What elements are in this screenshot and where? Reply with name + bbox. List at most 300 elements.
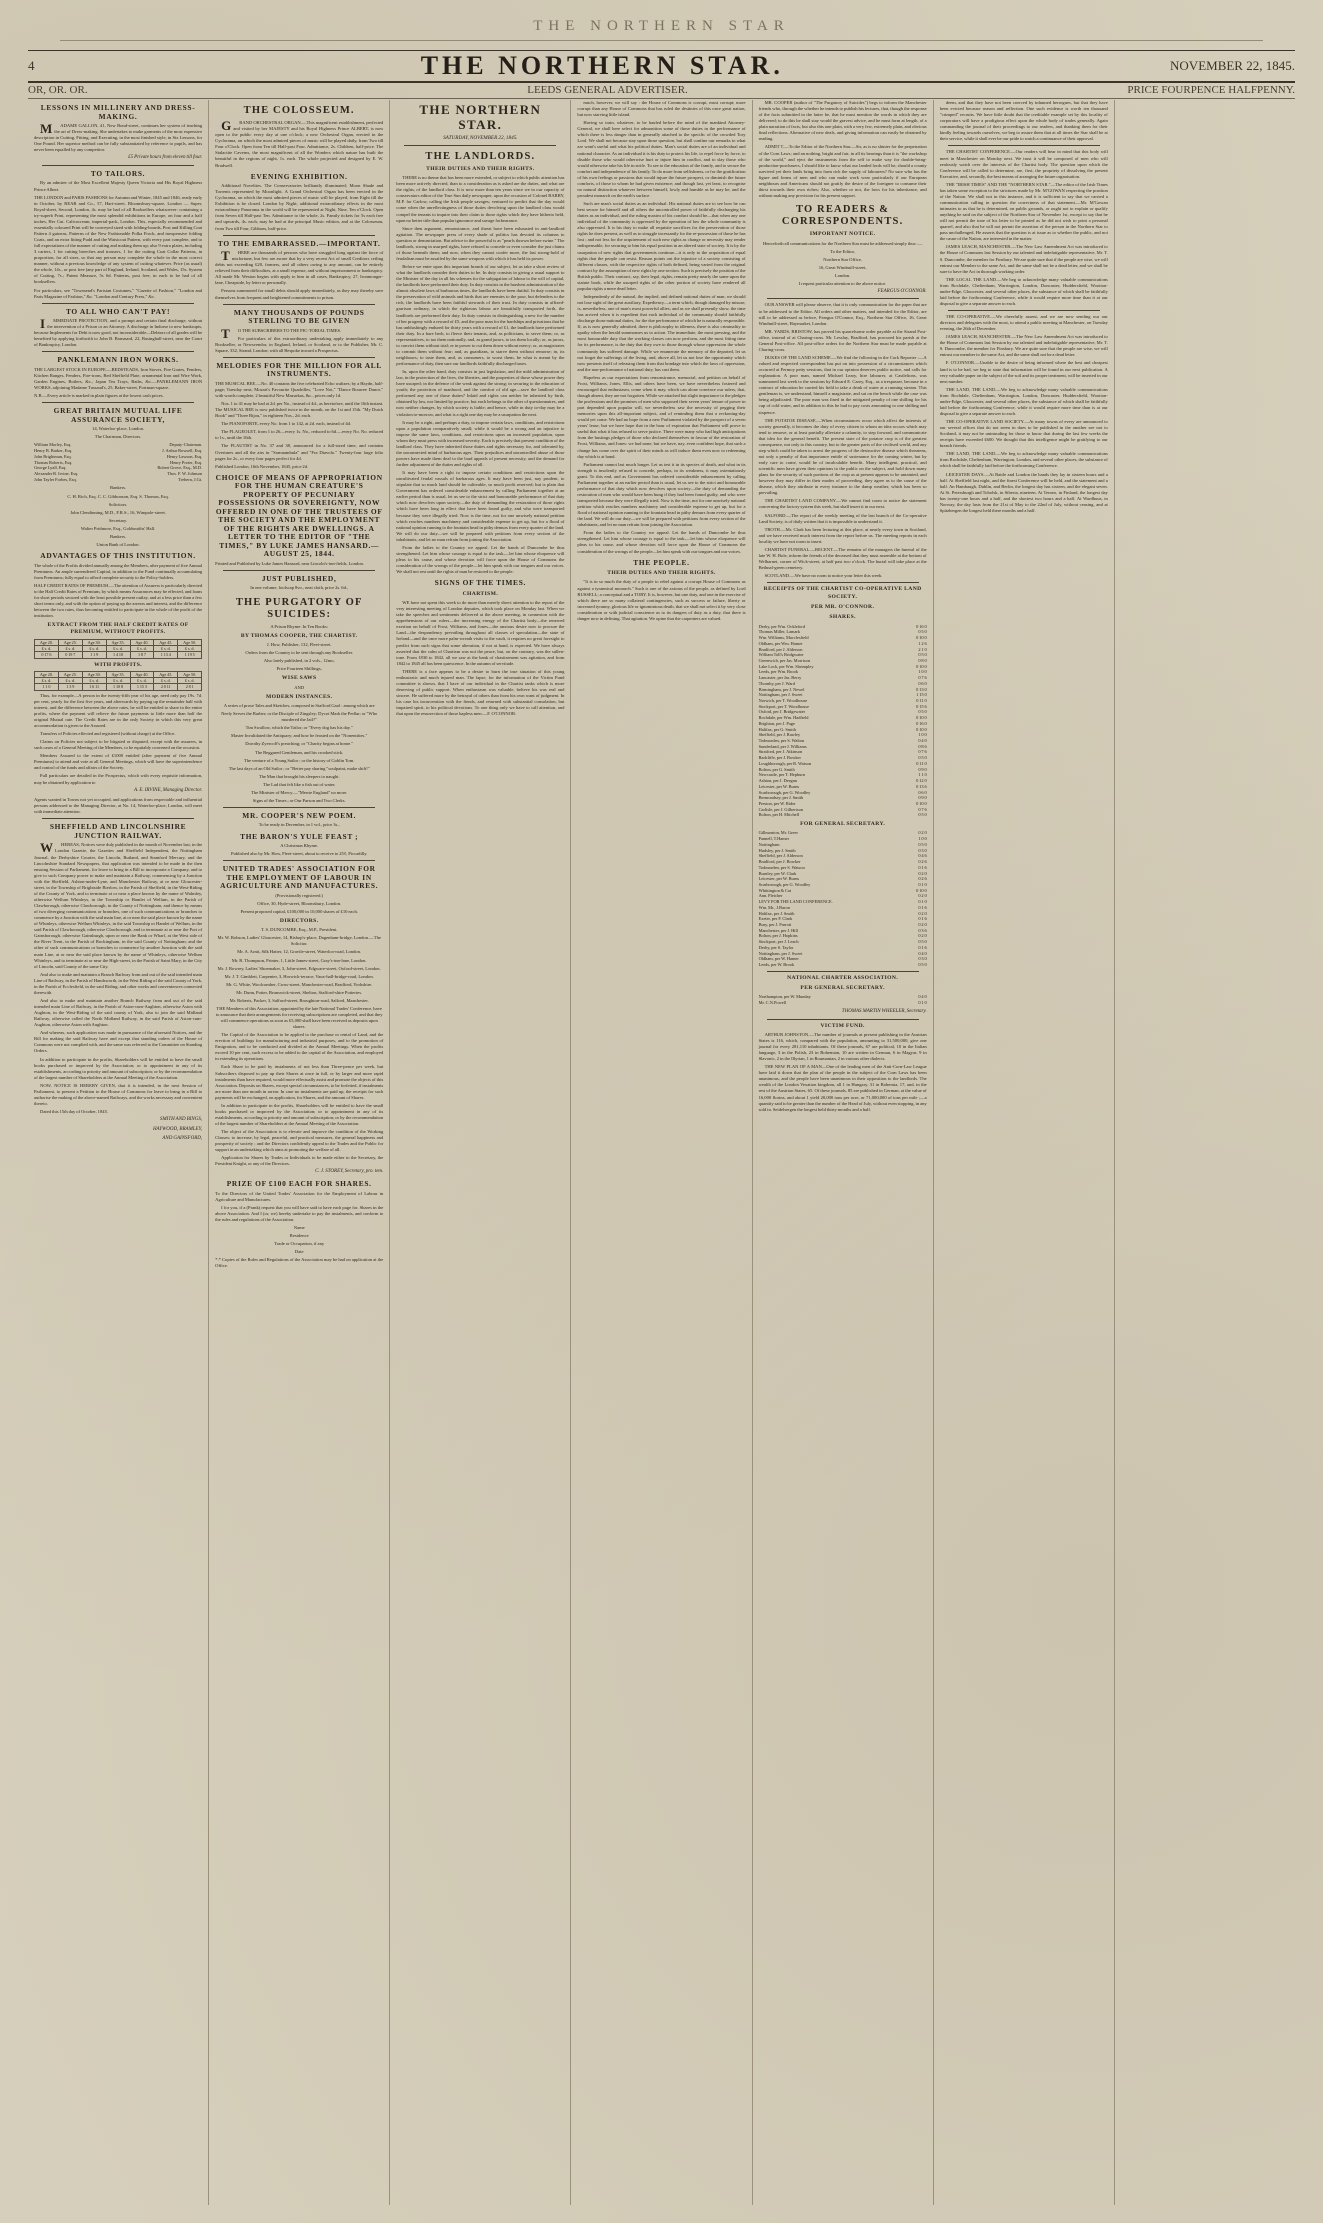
body-paragraph: Full particulars are detailed in the Prospectus, which with every requisite information, may be obtained by application to xyxy=(34,773,203,785)
body-paragraph: T. S. DUNCOMBE, Esq., M.P., President. xyxy=(260,927,338,933)
body-paragraph: Such are man's social duties as an individual. His national duties are to see how he can best secure for himself and all others the uncontrolled power of faithfully discharging his duties as an individual, and the ruling maxim of his conduct should be—that when any one individual of the community is oppressed by the operation of law the whole community is also oppressed. It is his duty to make all requisite sacrifices for the preservation of those rights he does present, as well as to struggle incessantly for the re-possession of those he has lost ; and not less for the acquirement of such new rights as change or necessity may render indispensable, for securing to him his equal position in an altered state of society. It is by the usurpation of new rights that governments continue—it is only to the acquisition of equal rights that the people can resist. Reason points out the injustice of a society consisting of different classes, with the respective rights of both defined, being varied from the original contract by the assumption of new rights by one section. Such is precisely the position of the British public. Their contract, say, their legal, rights, remain pretty nearly the same upon the statute book, while the usurped rights of the other portion of society have rendered all popular rights a mere dead letter. xyxy=(577,201,746,291)
newspaper-column xyxy=(753,100,934,2205)
table-cell: £ s. d. xyxy=(82,678,106,684)
section-heading: SIGNS OF THE TIMES. xyxy=(434,578,527,588)
table-cell: Age 25. xyxy=(58,671,82,677)
list-item-label: Newcastle, per T. Hepburn xyxy=(758,772,805,778)
list-item-label: Nottingham xyxy=(758,841,780,847)
sub-heading: PER MR. O'CONNOR. xyxy=(810,603,875,610)
list-item-label: Stratford, per J. Atkinson xyxy=(758,749,803,755)
list-item-label: Loughborough, per R. Watson xyxy=(758,760,812,766)
body-paragraph: The Beggared Gentleman, and his crooked stick. xyxy=(255,749,344,755)
list-item-label: Nottingham, per J. Sweet xyxy=(758,950,803,956)
list-item-amount: 1 1 0 xyxy=(918,772,927,778)
body-paragraph: Mr. G. White, Woolcomber, Cross-street, Manchester-road, Bradford, Yorkshire. xyxy=(226,981,373,987)
list-item-label: John Tayler Forbes, Esq. xyxy=(34,476,77,482)
sub-heading: RECEIPTS OF THE CHARTIST CO-OPERATIVE LAND SOCIETY. xyxy=(763,586,922,600)
header-mid-note: LEEDS GENERAL ADVERTISER. xyxy=(527,84,688,96)
section-heading: UNITED TRADES' ASSOCIATION FOR THE EMPLOYMENT OF LABOUR IN AGRICULTURE AND MANUFACTURES. xyxy=(220,864,379,891)
body-paragraph: T HERE are thousands of persons who have struggled long against the force of misfortune, but few are aware that by a very recent Act of small Creditors ceiling debts not exceeding £20, farmers, and all others owing to any amount, can be entirely relieved from their difficulties, at a small expense, and without imprisonment or bankruptcy. All made Mr. Weston begins with apply to him in all cases, Bankruptcy, 27, Ironmonger-lane, Cheapside, by letter or personally. xyxy=(215,248,384,286)
section-heading: PANKLEMANN IRON WORKS. xyxy=(57,355,179,365)
drop-cap: G xyxy=(221,118,232,134)
table-cell: Age 35. xyxy=(106,671,130,677)
section-divider xyxy=(767,1019,919,1020)
table-cell: Age 50. xyxy=(178,671,202,677)
list-item-label: Brighton, per J. Page xyxy=(758,720,795,726)
list-item-amount: 0 3 0 xyxy=(918,847,927,853)
drop-cap: I xyxy=(40,316,46,332)
table-cell: 0 17 6 xyxy=(35,652,59,658)
body-paragraph: ARTHUR JOHNSTON.—The number of journals at present publishing in the Austrian States is 116, which, compared with the population, amounting to 31,500,000, give one journal for every 281,110 inhabitants. Of these journals, 67 are political, 10 in the Italian language, 3 in the Polish, 23 in Bohemian, 10 are written in German, 6 in Magyar, 9 in Slavonic, 2 in the Illyrian, 1 in Roumanian, 2 in various other dialects. xyxy=(758,1031,927,1062)
newspaper-column xyxy=(934,100,1115,2205)
dateline: SATURDAY, NOVEMBER 22, 1845. xyxy=(443,134,518,141)
body-paragraph: MR. COOPER (author of "The Purgatory of Suicides") begs to inform the Manchester friends who, through the whether he intends to publish his lectures, that, though the response of the facts submitted in the latter be, that he must mention the words in which they are delivered; to do this he shall stay would the gravest advice, and he must form at length, of a plain narration of facts, but also this one plain, with a very few, extremely plain, and obvious final reflections. Alternative of new deals, and giving information can easily be obtained by reading. xyxy=(758,100,927,142)
body-paragraph: In addition to participate in the profits, Shareholders will be entitled to have the small books purchased or improved by the Association; or to appointment in any of its establishments, according to priority and amount of subscription; or by the recommendation of the largest number of Shareholders at the Annual Meeting of the Association. xyxy=(215,1102,384,1127)
list-item-label: Bradford, per J. Bowker xyxy=(758,859,801,865)
body-paragraph: Mr. R. Thompson, Printer, 1, Little James-street, Gray's-inn-lane, London. xyxy=(231,957,367,963)
signature-line: FEARGUS O'CONNOR. xyxy=(877,288,927,294)
list-item-amount: Trehern, J.Gt. xyxy=(178,476,203,482)
body-paragraph: THE NEW PLAN OF A MAN—One of the leading men of the Anti-Corn-Law League have laid it down that the plan of the people in the subject of the Corn Laws has been unanimous, and the people have been unanimous in their opposition to the landlords. The wealth of the London Vexation kingdom, all 1 in Hungary, 31 in Bohemia, 17, and, in the rest of the Austrian States, 65. Of these journals, 85 are published in German, at the value of 16,000 florins, and about 1 yield 20,000 tons per acre, or 71,000,000 of tons per mile ;—a quantity said to be greater than the number of the Head of July, without even stopping, in any sold in. Seidelsergen the longest held thirty months and a half. xyxy=(758,1064,927,1112)
section-heading: MELODIES FOR THE MILLION FOR ALL INSTRUMENTS. xyxy=(216,360,383,379)
body-paragraph: Present proposed capital, £100,000 in 10,000 shares of £10 each. xyxy=(240,908,358,914)
list-item-amount: 0 4 0 xyxy=(918,738,927,744)
list-item-amount: 0 1 6 xyxy=(918,916,927,922)
body-paragraph: The Minister of Mercy.—"Merrie England" no more. xyxy=(251,789,348,795)
signature-line: £5 Private hours from eleven till four. xyxy=(128,155,203,161)
list-item-label: Hudsley, per J. Smith xyxy=(758,847,796,853)
list-item-label: Bolton, per H. Mitchell xyxy=(758,812,800,818)
list-item-label: Oldham, per Wm. Hamer xyxy=(758,640,803,646)
body-paragraph: Trade or Occupation, if any xyxy=(274,1241,325,1247)
list-item-amount: J. Arthur Rowsell, Esq. xyxy=(162,448,203,454)
body-paragraph: Published London, 16th November, 1845, price 2d. xyxy=(215,463,309,469)
signature-line: HAYWOOD, BRAMLEY, xyxy=(152,1126,203,1132)
header-left-note: OR, OR. OR. xyxy=(28,84,88,96)
list-item-amount: 1 0 0 xyxy=(918,732,927,738)
table-cell: £ s. d. xyxy=(154,646,178,652)
list-item-amount: 0 1 0 xyxy=(918,1000,927,1006)
list-item-label: LEVY FOR THE LAND CONFERENCE. xyxy=(758,899,833,905)
signature-line: A. E. IRVINE, Managing Director. xyxy=(134,787,203,793)
section-divider xyxy=(42,165,194,166)
body-paragraph: I request particular attention to the above notice. xyxy=(798,280,887,286)
list-item-label: Wm. Mr., J.Baron xyxy=(758,904,790,910)
table-cell: Age 40. xyxy=(130,671,154,677)
list-item-label: Alexander R. Irvine, Esq. xyxy=(34,471,79,477)
list-item-label: Norwich, per T. Woodhouse xyxy=(758,698,808,703)
list-item-label: Mr. C.N.Powell xyxy=(758,1000,787,1006)
list-item-amount: 0 5 0 xyxy=(918,755,927,761)
body-paragraph: THE CHARTIST LAND COMPANY.—We cannot find room to notice the statement concerning the factory system this week, but shall insert it in our next. xyxy=(758,498,927,510)
list-item-label: Carlisle, per J. Gilbertson xyxy=(758,806,803,812)
body-paragraph: Independently of the natural, the implied, and defined national duties of man, we should not lose sight of the great auxiliary, Expediency—a term which, though damaged by misuse, is, nevertheless, one of man's most powerful allies; and as we shall presently show, the time has arrived when it is expedient that each individual of the community should faithfully discharge those national duties, for the due performance of which he is naturally responsible. If, as is now generally admitted, there is philosophy in idleness, there is also criminality in apathy when the herald summonses us to action. The immediate, the most pressing, and the most honourable duty that the working classes can now perform, and the most fitting time for its performance, is the duty that they owe to those through whose oppression the whole community has suffered damage. While we enumerate the memory of the departed, let us not forget the sufferings of the living, and, above all, let us not lose the opportunity which now presents itself of releasing them from that bondage into which the laws of oppression, and the non-performance of national duty, has cast them. xyxy=(577,293,746,372)
list-item-amount: 0 9 0 xyxy=(918,766,927,772)
newspaper-column xyxy=(1115,100,1295,2205)
centered-line: The Chairman, Directors. xyxy=(94,434,142,440)
table-cell: 1 3 9 xyxy=(58,684,82,690)
list-item-label: Sheffield, per J. Rawley xyxy=(758,732,801,738)
sub-heading: VICTIM FUND. xyxy=(820,1022,865,1029)
body-paragraph: Additional Novelties. The Conservatories brilliantly illuminated; Moon Shade and Torrents represented by Moonlight. A Grand Orchestral Organ has been erected in the Cyclorama, on which the most admired pieces of music will be played, from Eight till the Exhibition is be closed. London by Night; additional extraordinary effects in the most extraordinary Panorama in the world will be represented at Night, Nine, Ten o'Clock. Open from Seven till Half-past Ten. Admittance to the whole, 2s. Family tickets for 5s each free and upwards, 4s. each, may be had at the principal Music edition, and at the Colosseum, from Two till Four, Gibbons, half-price. xyxy=(215,183,384,231)
list-item-label: Ashton, per J. Deegan xyxy=(758,778,797,784)
list-item-amount: 0 10 0 xyxy=(916,800,927,806)
body-paragraph: Parliament cannot last much longer. Let us test it in its species of death, and what in its strength is insolently refused to concede, perhaps, in its weakness, it may ostentatiously grant. To this end, and as Government has ordered considerable enhancement by calling Parliament together at an earlier period than is usual, let us see to the strict and honourable performance of that duty which now devolves upon society—the duty of demanding the restoration of men who would have been hung if they had been found guilty, and who were transported because they were illegally tried. Now is the time, not for one unwisely national petition which reaches numbers machinery and considerable expense to get up, but for a flood of national opinion running to the fountain head in pithy demurs from every quarter of the land. We will do our duty—we will be prepared with petitions from every section of the inhabitants, and let no man refrain from joining the Association. xyxy=(577,461,746,528)
list-item-label: Gillmonton, Mr. Greer xyxy=(758,830,798,836)
body-paragraph: And also to make and maintain another Branch Railway from and out of the said intended main Line of Railway, in the Parish of Aston-cum-Aughton, otherwise Aston with Aughton, in the West-Riding of the said county of York, also to join the said Midland Railway, otherwise called the North Midland Railway, in the said Parish of Aston-cum-Aughton, otherwise Aston with Aughton. xyxy=(34,997,203,1028)
list-item-amount: 0 5 0 xyxy=(918,652,927,658)
section-heading: THE NORTHERN STAR. xyxy=(419,102,542,132)
section-divider xyxy=(223,860,375,861)
section-divider xyxy=(767,971,919,972)
list-item-amount: 0 2 0 xyxy=(918,921,927,927)
list-item-label: Manchester, per J. Hill xyxy=(758,927,798,933)
list-item-label: Lake Lock, per Wm. Shrimpley xyxy=(758,663,814,669)
list-item-label: Ann. Fletcher xyxy=(758,893,783,899)
list-item-label: Thomas Miller, Lamark xyxy=(758,629,801,635)
section-divider xyxy=(404,145,556,146)
body-paragraph: Henceforth all communications for the Northern Star must be addressed simply thus :— xyxy=(762,240,923,246)
list-item-amount: 0 16 0 xyxy=(916,623,927,629)
sub-heading: BY THOMAS COOPER, THE CHARTIST. xyxy=(240,632,358,639)
body-paragraph: JAMES LEACH, MANCHESTER.—The New Law Amendment Act was introduced to the House of Commons last Session by our talented and indefatigable representative, Mr. T. S. Duncombe, the member for Finsbury. We are quite sure that if the people are wise, we will entrust our Member to the same Act, and the same shall not be a dead letter, and we shall be sure to have the Act in thorough working order. xyxy=(939,244,1108,274)
body-paragraph: Thus, for example—A person in the twenty-fifth year of his age, need only pay 19s. 7d. per cent, yearly for the first five years, and afterwards by paying up the remainder half with interest, and the difference between the above rates, he will be entitled to share in the entire profits, where the payment will relieve the future payments to little more than half the original Mutual rate. The Credit Rates are in the only Society in which this very great accommodation is given to the Assured. xyxy=(34,692,203,728)
table-cell: £ s. d. xyxy=(82,646,106,652)
body-paragraph: MR. YARDS, BRISTOW, has proved his quarrelsome order payable at the Strand Post-office, instead of at Charing-cross. Mr. Lesslay, Bradford, has procured his parish at the General Post-office. All post-office orders for the Northern Star must be made payable at Charing-cross. xyxy=(758,328,927,352)
section-heading: THE BARON'S YULE FEAST ; xyxy=(240,831,359,841)
list-item-label: Derby, per S. Taylor xyxy=(758,944,794,950)
masthead-rule xyxy=(60,40,1263,41)
body-paragraph: THE MUSICAL BEE.—No. 40 contains the five celebrated Echo waltzes; by a Haydn, half-page; Tuesday next; Mozart's Favourite Quadrilles, "Love Not," "Dance Bourree Dance," with words complete, 2 beautiful New Mazurkas, &c., prices only 1d. xyxy=(215,380,384,399)
list-item-label: Oldham, per W. Hamer xyxy=(758,956,799,962)
body-paragraph: For particulars of this extraordinary undertaking apply immediately to any Bookseller, or Newsvendor, in England, Ireland, or Scotland, or to the Publisher, Mr. C. Square, 332, Strand, London; with all Bespoke inward a Prospectus. xyxy=(215,335,384,353)
list-item-label: Derby, per Wm. Ockleford xyxy=(758,623,806,629)
sub-heading: NATIONAL CHARTER ASSOCIATION. xyxy=(787,974,899,981)
body-paragraph: ADMIT T.—To the Editor of the Northern Star.—Sir, as is no shinier for the perpetration of the Corn Laws; and an nothing, bright and fair, in all its bearings than it is "the workshop of the world," and eject the instruments from the self to make way for double-bring-production-purchasers, I should like to know what our landed lords will be, should a county survived yet their lands bring into farm rich the supply of labourers? No sure who has the figure and forms of men and who can make work wear particularly if our European neighbours and Americans should not gratify the desire of the foreigner to consume their thirst towards their own riches; Also, whether or not, the laws for his inheritance, and without making any provision for his present support. xyxy=(758,144,927,198)
body-paragraph: The Lad that felt like a fish out of water. xyxy=(262,781,336,787)
body-paragraph: To be ready in December, in 1 vol., price 3s., xyxy=(258,822,340,828)
masthead-title: THE NORTHERN STAR xyxy=(533,18,790,34)
section-divider xyxy=(223,807,375,808)
body-paragraph: AND xyxy=(294,684,305,690)
body-paragraph: Mr. Roberts, Packer, 3, Salford-street, Broughton-road, Salford, Manchester. xyxy=(229,997,369,1003)
body-paragraph: Having so train, whatever, to be hauled before the mind of the mankind Attorney-General, we shall here select for admonition some of those duties in the performance of which there is less danger than in generally attached to the specific of the crowded Tory Lord. We shall not because stay upon those question, but shall confine our remarks to what are want's useful and what his political duties. Man's social duties are of an individual and national character. As an individual it is his duty to protect his life, to repel force by force, to disable those who would otherwise hurt or injure him in conflict, and to slay those who would otherwise take his life in strife. To see to the education of the family, and to secure the comfort and independence of his family. To do more from selfishness, or for the gratification of his own feelings or passions that would injure the future prospect, or diminish the future comforts, of those to whom he had given existence; and though last, yet least, to recognise no natural distinction whatever between himself, lowly and humble as he may be, and the proudest monarch on the earth's surface. xyxy=(577,120,746,198)
sub-heading: FOR GENERAL SECRETARY. xyxy=(800,821,886,828)
list-item-amount: 0 7 6 xyxy=(918,806,927,812)
list-item-amount: 0 5 0 xyxy=(918,629,927,635)
body-paragraph: Also lately published, in 2 vols., 12mo, xyxy=(263,658,335,664)
list-item-amount: 0 13 6 xyxy=(916,783,927,789)
list-item-label: Exeter, per F. Clark xyxy=(758,916,793,922)
body-paragraph: Dated this 15th day of October, 1845. xyxy=(40,1109,109,1114)
section-heading: SHEFFIELD AND LINCOLNSHIRE JUNCTION RAILWAY. xyxy=(49,822,187,840)
table-cell: £ s. d. xyxy=(154,678,178,684)
premium-rate-table xyxy=(34,671,202,691)
list-item-amount: 0 10 0 xyxy=(916,887,927,893)
section-heading: TO READERS & CORRESPONDENTS. xyxy=(781,204,904,228)
body-paragraph: A Christmas Rhyme. xyxy=(280,843,319,849)
section-heading: PRIZE OF £100 EACH FOR SHARES. xyxy=(226,1179,372,1189)
list-item-label: Oxford, per J. Bridgewater xyxy=(758,709,806,715)
centered-line: Bankers. xyxy=(109,485,127,491)
body-paragraph: Mr. A. Arnit, Silk Hatter, 12, Gravile-street, Waterloo-road, London. xyxy=(237,949,362,955)
table-cell: £ s. d. xyxy=(58,646,82,652)
table-cell: £ s. d. xyxy=(106,646,130,652)
sub-heading: SHARES. xyxy=(829,614,856,621)
body-paragraph: For particulars, see "Townsend's Parisian Costumes," "Gazette of Fashion," "London and Paris Magazine of Fashion," &c. "London and Century Press," &c. xyxy=(34,287,203,299)
list-item-amount: 0 5 0 xyxy=(918,962,927,967)
list-item-amount: 0 2 0 xyxy=(918,830,927,836)
body-paragraph: THERE is no theme that has been more extended, or subject to which public attention has been more actively directed, than to a consideration as is asked are the duties, and what are the rights, of the landlord class. It is now more than ten years since we in our capacity of conservators editor of the True Sun daily newspaper, upon the occasion of Colonel BARRY, M.P. for Carlow, calling the Irish people savages; ventured to predict that the day would come when the unreflectingness of those duties devolving upon the landlord class would compel the tenants to inquire into their claim to those rights which they have hitherto held, upon no better title than popular ignorance and savage forbearance. xyxy=(396,175,565,223)
body-paragraph: In one volume, foolscap 8vo., neat cloth, price 2s. 6d., xyxy=(250,585,349,591)
list-item-amount: Thos. F. W. Johnson xyxy=(167,471,203,477)
list-item-label: John Brightman, Esq. xyxy=(34,453,72,459)
body-paragraph: In addition to participate in the profits, Shareholders will be entitled to have the small books purchased or improved by the Association; or to appointment in any of its establishments, according to priority and amount of subscription; or by the recommendation of the largest number of Shareholders at the Annual Meeting of the Association. xyxy=(34,1056,203,1080)
section-heading: THE COLOSSEUM. xyxy=(243,105,355,116)
drop-cap: T xyxy=(221,248,230,264)
sub-heading: CHARTISM. xyxy=(462,590,499,597)
list-item-amount: 0 13 0 xyxy=(916,686,927,692)
list-item-amount: 0 4 0 xyxy=(918,994,927,1000)
list-item-label: Sunderland, per J. Williams xyxy=(758,743,807,749)
list-item-label: Northampton, per W. Munday xyxy=(758,994,811,1000)
list-item xyxy=(34,477,202,483)
sub-heading: THEIR DUTIES AND THEIR RIGHTS. xyxy=(426,165,535,172)
list-item-label: Greenwich, per Jas. Morrison xyxy=(758,657,811,663)
list-item-amount: 0 1 6 xyxy=(918,864,927,870)
body-paragraph: Members Assured to the extent of £1000 entitled (after payment of five Annual Premiums) to attend and vote at all General Meetings, which will have the superintendence and control of the funds and affairs of the Society. xyxy=(34,753,203,771)
body-paragraph: I MMEDIATE PROTECTION, and a prompt and certain final discharge, without the intervention of a Prison or an Attorney. A discharge in Indorse to new bankrupts, because Implements for Debt is now good, not inconsiderable—Debtors of all grades will be benefited by applying forthwith to John B. Bonsnard, 22, Basinghall-street, near the Court of Bankruptcy, London. xyxy=(34,316,203,348)
list-item-amount: Henry Porter, Esq. xyxy=(170,459,203,465)
body-paragraph: SALFORD.—The report of the weekly meeting of the last branch of the Co-operative Land Society, is of daily written that it is impossible to understand it. xyxy=(758,512,927,524)
body-paragraph: Mr. Dunn, Potter, Brunswick-street, Shelton, Stafford-shire Potteries. xyxy=(236,989,363,995)
body-paragraph: THE Members of this Association, appointed by the late National Trades' Conference, have to announce that their arrangements for receiving subscriptions are completed, and that they will commence operations as soon as £5,000 shall have been received as deposits upon shares. xyxy=(215,1005,383,1030)
body-paragraph: Claims on Policies not subject to be litigated or disputed, except with the assurers, in such cases of a General Meeting of the Members, to be equitably convened on the occasion. xyxy=(34,739,203,751)
drop-cap: W xyxy=(40,840,53,856)
body-paragraph: The PIANOFORTE, every No. from 1 to 142, at 2d. each, instead of 4d. xyxy=(221,421,352,427)
list-item-amount: 0 5 0 xyxy=(918,841,927,847)
signature-line: SMITH AND BINGS, xyxy=(159,1117,203,1123)
body-paragraph: The Capital of the Association to be applied to the purchase or rental of Land, and the erection of buildings for manufacturing and industrial purposes, and to the promotion of Emigration, and to be conducted and divided at the Annual Meetings. When the profits exceed 10 per cent, such excess to be added to the capital of the Association, and employed in extending its operations. xyxy=(215,1032,384,1062)
list-item-label: Todmorden, per S. Walton xyxy=(758,738,805,744)
section-divider xyxy=(948,310,1100,311)
section-divider xyxy=(767,582,919,583)
table-cell: Age 40. xyxy=(130,639,154,645)
list-item-amount: 0 4 0 xyxy=(918,950,927,956)
table-cell: Age 30. xyxy=(82,639,106,645)
body-paragraph: The venture of a Young Sailor ; or the history of Goblin Tom. xyxy=(243,757,355,763)
table-cell: 2 0 11 xyxy=(154,684,178,690)
sub-heading: MODERN INSTANCES. xyxy=(265,693,333,700)
section-heading: GREAT BRITAIN MUTUAL LIFE ASSURANCE SOCIETY, xyxy=(53,406,183,424)
newspaper-column xyxy=(390,100,571,2205)
body-paragraph: Nos. 1 to 41 may be had at 2d. per No., instead of 4d., as heretofore, until the 16th instant. The MUSICAL BEE is now published twice in the month, on the 1st and 15th. "My Dutch Book" and "Three Bijou," in eighteen Nos., 2d. each. xyxy=(215,401,384,419)
body-paragraph: NOW, NOTICE IS HEREBY GIVEN, that it is intended, in the next Session of Parliament, to present a Petition to the House of Commons for leave to bring in a Bill to authorise the making of the above-named Railways, and the works necessary and convenient thereto. xyxy=(34,1082,203,1106)
body-paragraph: The last days of an Old Sailor ; or "Better pay sharing "soulpaint, make shift!" xyxy=(228,765,370,771)
signature-line: THOMAS MARTIN WHEELER, Secretary. xyxy=(841,1008,927,1014)
header-right-note: PRICE FOURPENCE HALFPENNY. xyxy=(1127,84,1295,96)
table-cell: £ s. d. xyxy=(58,678,82,684)
list-item-label: William Toll's Bridgwater xyxy=(758,652,804,658)
table-cell: 1 10 8 xyxy=(106,684,130,690)
section-divider xyxy=(42,303,194,304)
body-paragraph: THE CO-OPERATIVE LAND SOCIETY.—At many towns of every are announced to our several offices that do not seem in dues to be published in the another see not to Scotland, it may not be unintruding for those to know that during the last few weeks the receipts have exceeded £600. We thought that this intelligence might be gratifying to our branch friends. xyxy=(939,419,1108,449)
body-paragraph: Residence xyxy=(289,1232,309,1238)
sub-heading: WITH PROFITS. xyxy=(94,661,143,668)
body-paragraph: By an admirer of the Most Excellent Majesty Queen Victoria and His Royal Highness Prince Albert. xyxy=(34,180,203,192)
body-paragraph: TROTH.—Mr. Clark has been lecturing at this place, at nearly every town in Scotland, and we have received much interest from the report before us. The meeting reports in each locality we have not room to insert. xyxy=(758,526,927,544)
table-cell: £ s. d. xyxy=(35,678,59,684)
list-item-amount: 0 15 6 xyxy=(916,703,927,709)
body-paragraph: A series of prose Tales and Sketches, composed in Stafford Gaol : among which are xyxy=(223,703,375,709)
section-divider xyxy=(42,351,194,352)
section-heading: THE LANDLORDS. xyxy=(425,150,536,162)
table-cell: £ s. d. xyxy=(106,678,130,684)
body-paragraph: Office, 30, Hyde-street, Bloomsbury, London. xyxy=(257,900,342,906)
table-row xyxy=(35,684,202,690)
body-paragraph: From the ladies to the Country we appeal. Let the hands of Duncombe be thus strengthened. Let him whose courage is equal to the task,—let him whose eloquence will pleas to his cause, and whose devotion will force upon the House of Commons the consideration of the wrongs of the people—let him speak with our tongues and our voices. We shall not rest until the rights of man be restored to the people. xyxy=(396,544,565,575)
premium-rate-table xyxy=(34,639,202,659)
body-paragraph: In, upon the other hand, duty consists in just legislation, and the mild administration of law, in the protection of the lives, the liberties, and the properties of those whose power they have usurped; in the defence of the weak against the strong; in securing to the education of youth; the protection of manhood, and the comfort of old age—save the landlord class performed any one of those duties? Inlaid and rights can neither be inherited by birth, obtained by law, nor limited by practice, but each belongs to the other of questionnaires, and now neither changes, by which society is liable; and hence, while in duty to-day may be a violation to-morrow, and what is a right one day may be a usurpation the next. xyxy=(396,369,565,417)
list-item-amount: 0 1 0 xyxy=(918,899,927,905)
body-paragraph: Application for Shares by Trades or Individuals to be made either to the Secretary, the President Knight, or any of the Directors. xyxy=(215,1155,384,1167)
section-divider xyxy=(223,235,375,236)
sub-heading: EXTRACT FROM THE HALF CREDIT RATES OF PREMIUM, WITHOUT PROFITS. xyxy=(47,622,189,636)
list-item-amount: 1 0 0 xyxy=(918,836,927,842)
body-paragraph: WE have not spent this week to do more than merely direct attention to the report of the very interesting meeting of London deputies, which took place on Monday last. When we take the speeches and sentiments delivered at the above meeting, in connexion with the apprehensions of our rulers—the increasing energy of the Chartist body—the renewed exertion on behalf of Frost, Williams, and Jones—the anxious desire now to procure the Land—the despondency prevailing throughout all classes of speculation—the state of Ireland—and the once more palm-wreath visits to the vault, it requires no great foresight to predict from such signs that some alteration, if not at hand, is expected. We have always asserted that the calm of Chartism was not the peace, but, on the contrary, was the sullen-tone. From 1830 to 1842, all we saw at the bank of chastisement was agitation, and from 1842 to 1845 all has been quiescence. In the autumn of servitude. xyxy=(396,600,565,666)
page-subheader-bar xyxy=(28,82,1295,99)
section-heading: TO TAILORS. xyxy=(90,168,146,178)
body-paragraph: Since then argument, remonstrance, and threat have been exhausted in anti-landlord agitation. The newspaper press of every shade of politics has devoted its columns to question or denunciation. But advice to the powerful is as "pearls thrown before swine." The landlords, strong in usurped rights, have refused to concede or even consider the just claims of those beneath them; and now, when they cannot confer more, the last strong-hold of feudalism must be assailed by the same weapons with which it has held its power. xyxy=(396,225,565,261)
subscription-list xyxy=(759,994,927,1005)
list-item-amount: 1 2 6 xyxy=(918,640,927,646)
body-paragraph: Price Fourteen Shillings, xyxy=(276,666,322,672)
list-item-amount: 0 11 0 xyxy=(916,760,927,766)
body-paragraph: THE CHARTIST CONFERENCE.—Our readers will bear in mind that this body will meet in Manchester on Monday next. We trust it will be composed of men who will zealously watch over the interests of the Chartist body. The question upon which the Conference will be called to determine, are, first, the propriety of dissolving the present Executive, and, secondly, the best means of arranging the future organisation. xyxy=(939,149,1108,179)
body-paragraph: The whole of the Profits divided annually among the Members, after payment of five Annual Premiums. An ample surrendered Capital, in addition to the Fund continually accumulating from Premiums; fully equal to afford complete security to the Policy-holders. xyxy=(34,562,203,580)
list-item-amount: 0 10 0 xyxy=(916,726,927,732)
body-paragraph: And whereas, such application was made in pursuance of the aforesaid Notices, and the Bill for making the said Railway have and except that standing orders of the House of Commons were not complied with, and the same was referred to the Committee on Standing Orders. xyxy=(34,1030,203,1054)
list-item-label: Rochdale, per Wm. Hadfield xyxy=(758,715,809,721)
list-item-amount: 0 2 0 xyxy=(918,870,927,876)
list-item-label: Stockport, per T. Woodhouse xyxy=(758,703,809,709)
issue-date: NOVEMBER 22, 1845. xyxy=(1170,58,1295,73)
list-item-label: Thomas Roberts, Esq. xyxy=(34,459,73,465)
section-heading: EVENING EXHIBITION. xyxy=(250,171,348,181)
body-paragraph: THE CO-OPERATIVE.—We cheerfully assent, and we are now sending our our directors and delegates with the most, to attend a public meeting at Manchester, on Tuesday evening, the 26th of December. xyxy=(939,314,1108,332)
list-item-label: Todmorden, per S. Watson xyxy=(758,864,805,870)
section-divider xyxy=(948,145,1100,146)
body-paragraph: The FLAUTIST in No. 37 and 38, announced for a full-sized time, and contains Overtures and all the airs in "Somnambula" and "Fra Diavolo." Twenty-four large folio pages for 2s., or every four pages perfect for 4d. xyxy=(215,443,384,461)
section-heading: CHOICE OF MEANS OF APPROPRIATION FOR THE HUMAN CREATURE'S PROPERTY OF PECUNIARY POSSESSIONS OR SOVEREIGNTY, NOW OFFERED IN ONE OF THE TRUSTEES OF THE SOCIETY AND THE EMPLOYMENT OF THE RIGHTS ARE DWELLINGS. A LETTER TO THE EDITOR OF "THE TIMES," BY LUKE JAMES HANSARD.—AUGUST 25, 1844. xyxy=(215,472,383,559)
body-paragraph: The FLAGEOLET, from 1 to 26—every 1s. No., reduced to 6d.—every No. No. reduced to 1s., until the 16th. xyxy=(215,429,384,441)
drop-cap: T xyxy=(221,325,230,341)
list-item xyxy=(759,812,927,818)
body-paragraph: deem, and that they have not been coerced by inhumed herrogues, but that they have been evicted because reason and reflection. One such evidence is worth ten thousand "crimped" recruits. We have little doubt that the creditable example set by this locality of corporators will have a prodigious effect upon the whole body of trades generally. Again commanding the journal of their proceedings to our readers, and thanking them for their kindly feeling towards ourselves, we beg to assure them that at all times the Star shall be at their service, while it shall ever be our pride to watch a continuance of their approval. xyxy=(939,100,1108,142)
signature-line: C. J. STOREY, Secretary, pro. tem. xyxy=(315,1169,384,1175)
list-item-amount: 0 2 0 xyxy=(918,910,927,916)
body-paragraph: T O THE SUBSCRIBERS TO THE PIC-TORIAL TIMES. xyxy=(215,328,383,334)
body-paragraph: Northern Star Office, xyxy=(823,256,862,262)
page-header-bar xyxy=(28,50,1295,83)
list-item-amount: Robert Grove, Esq., M.D. xyxy=(157,465,203,471)
body-paragraph: HALF CREDIT RATES OF PREMIUM.—The attention of Assurers is particularly directed to the Half Credit Rates of Premium, by which means Assurances may be effected, and loans for short periods secured with the least possible present outlay, and at a less price than a few short terms only, and with the option of paying up the arrears and interest, and the difference between the two rates, thus becoming entitled to participate in the whole of the profit of the institution. xyxy=(34,582,203,618)
section-heading: MR. COOPER'S NEW POEM. xyxy=(242,810,357,820)
list-item-label: Bolton, per G. Smith xyxy=(758,766,795,772)
section-heading: MANY THOUSANDS OF POUNDS STERLING TO BE GIVEN xyxy=(233,307,365,326)
table-cell: 1 13 4 xyxy=(154,652,178,658)
table-cell: Age 30. xyxy=(82,671,106,677)
list-item-label: Bradford, per J. Alderson xyxy=(758,646,803,652)
section-divider xyxy=(223,357,375,358)
table-cell: £ s. d. xyxy=(130,646,154,652)
section-divider xyxy=(223,304,375,305)
centered-line: Union Bank of London. xyxy=(96,541,140,547)
table-cell: 1 15 3 xyxy=(130,684,154,690)
signature-line: AND GAINSFORD, xyxy=(162,1136,203,1142)
body-paragraph: Neely Serves the Barber; or the Disciple of Zingsley; Dycot Mark the Pedlar; or "Who murdered the Jail?" xyxy=(221,711,378,723)
body-paragraph: Name xyxy=(293,1224,305,1230)
list-item-label: Nottingham, per J. Sweet xyxy=(758,692,803,698)
list-item-amount: 0 8 6 xyxy=(918,743,927,749)
section-heading: THE PEOPLE. xyxy=(633,557,690,567)
body-paragraph: THERE is a face appears to be a desire to burn the true situation of this young enthusiastic and much injured man. The lapse, for the information of the Victim Fund committee is shown, that I have of our individual in the Chartist ranks which is more deserving of public support. When enthusiasm was valuable, believe his was real and sincere. He suffered more by the betrayal of others than from his own want of judgment. In his case his incarceration with the fiends, and returned with substantial consolation, but impaired spirit, to his political devotions. To one thing only we have to call attention, and that upon the resurrection of those hapless men.—F. O'CONNOR. xyxy=(396,668,565,717)
section-heading: TO ALL WHO CAN'T PAY! xyxy=(65,306,171,316)
table-cell: Age 20. xyxy=(35,671,59,677)
body-paragraph: F. O'CONNOR.—Unable to the desire of being informed where the best and cheapest land is to be had, we beg to state that information will be found in our next publication. A very valuable paper on the subject of the soil and its proper treatment, will be inserted in our next number. xyxy=(939,360,1108,384)
body-paragraph: OUR ANSWER will please observe, that it is only communication for the paper that are to be addressed to the Editor. All orders and other matters, and intended for the Editor, are still to be addressed as before, Feargus O'Connor, Esq., Northern Star Office, 16, Great Windmill-street, Haymarket, London. xyxy=(758,302,927,326)
body-paragraph: N.B.—Every article is marked in plain figures at the lowest cash prices. xyxy=(34,393,164,399)
table-cell: 1 6 11 xyxy=(82,684,106,690)
table-cell: £ s. d. xyxy=(178,678,202,684)
list-item-label: Bury, per J. Parrott xyxy=(758,921,792,927)
drop-cap: M xyxy=(40,121,53,137)
body-paragraph: LEICESTER DAYS.—At Battle and London the bands they lay in sixteen hours and a half. At Sheffield last night, and the finest Conference will be held, and the statement and a half. An Hambaugh, Dublin, and Berlin, the longest day has sixteen, and the elegant seven. At St. Petersburgh and Tobolsk, in Siberia, nineteen. At Terneo, in Finland, the longest day has twenty-one hours and a half, and the shortest two hours and a half. At Wardhuus, in Norway, the day lasts from the 21st of May to the 22nd of July, without ceasing, and at Spitzbergen the longest held there months and a half. xyxy=(939,471,1108,513)
table-cell: £ s. d. xyxy=(178,646,202,652)
table-cell: 1 1 9 xyxy=(82,652,106,658)
list-item-amount: 1 15 0 xyxy=(916,692,927,698)
section-divider xyxy=(223,570,375,571)
list-item-amount: 0 8 0 xyxy=(918,657,927,663)
list-item-label: Leicester, per W. Burns xyxy=(758,783,800,789)
body-paragraph: Tim Swallow, which the Tailor; or "Every dog has his day." xyxy=(245,725,353,731)
list-item-amount: 0 3 6 xyxy=(918,927,927,933)
list-item-amount: 0 2 0 xyxy=(918,933,927,939)
table-cell: £ s. d. xyxy=(35,646,59,652)
body-paragraph: THE LARGEST STOCK IN EUROPE.—BEDSTEADS, Iron Stoves, Fire Grates, Fenders, Kitchen Ranges, Fenders, Fire-irons, Bed Sheffield Plate, ornamental Iron and Wire Work, Garden Engines, Boilers, &c., Japan Tea Trays, Baths, &c.—PANKLEMANN IRON WORKS, adjoining Madame Tussaud's, 25, Baker-street, Portman-square. xyxy=(34,366,203,391)
body-paragraph: Persons summoned for small debts should apply immediately, as they may thereby save themselves from frequent and heightened commitments to prison. xyxy=(215,288,384,300)
list-item-label: Halifax, per J. Smith xyxy=(758,910,795,916)
list-item-amount: 0 6 0 xyxy=(918,680,927,686)
list-item-label: Whittington & Cat xyxy=(758,887,792,893)
section-heading: ADVANTAGES OF THIS INSTITUTION. xyxy=(40,550,196,560)
list-item-amount: 0 5 0 xyxy=(918,709,927,715)
body-paragraph: THE POTATOE DISEASE.—When circumstances occur which affect the interests of society generally, it becomes the duty of every citizen to whom an idea occurs which may tend to remove, or at least partially alleviate a calamity, to step forward, and communicate that idea for the general benefit. The present state of the potatoe crop is of the greatest consequence, not only to this country, but to the greater parts of the civilised world, and any step which could be taken to arrest the progress of the destructive disease which threatens, not only a penalty of that importance entitle of sustenance for the coming winter, but by early care to come, would be of incalculable benefit. Many intelligent, practical, and scientific men have given their opinions to the public on the subject, and hold down many plans for the security of such portions of the crop as at present appears to be untainted, and however they may differ in their modes of proceeding, they agree as to the cause of the disease, which they attribute in every instance to the damp weather, which has been so prevailing. xyxy=(758,417,927,496)
body-paragraph: To the Editor, xyxy=(830,248,855,254)
list-item-label: Stockport, per J. Leach xyxy=(758,939,799,945)
list-item-amount: 0 7 6 xyxy=(918,675,927,681)
sub-heading: PER GENERAL SECRETARY. xyxy=(800,985,885,992)
table-cell: 1 4 10 xyxy=(106,652,130,658)
body-paragraph: JAMES LEACH, MANCHESTER.—The New Law Amendment Act was introduced to the House of Commons last Session by our talented and indefatigable representative, Mr. T. S. Duncombe, the member for Finsbury. We are quite sure that the people are wise, we will entrust our member to the same Act, and the same shall not be a dead letter. xyxy=(939,334,1108,358)
list-item-label: Wm. Williams, Macclesfield xyxy=(758,635,809,641)
table-cell: £ s. d. xyxy=(130,678,154,684)
table-cell: Age 20. xyxy=(35,639,59,645)
list-item-amount: 0 9 0 xyxy=(918,795,927,801)
subscription-list xyxy=(759,624,927,818)
body-paragraph: 16, Great Windmill-street, xyxy=(818,264,867,270)
section-divider xyxy=(42,402,194,403)
